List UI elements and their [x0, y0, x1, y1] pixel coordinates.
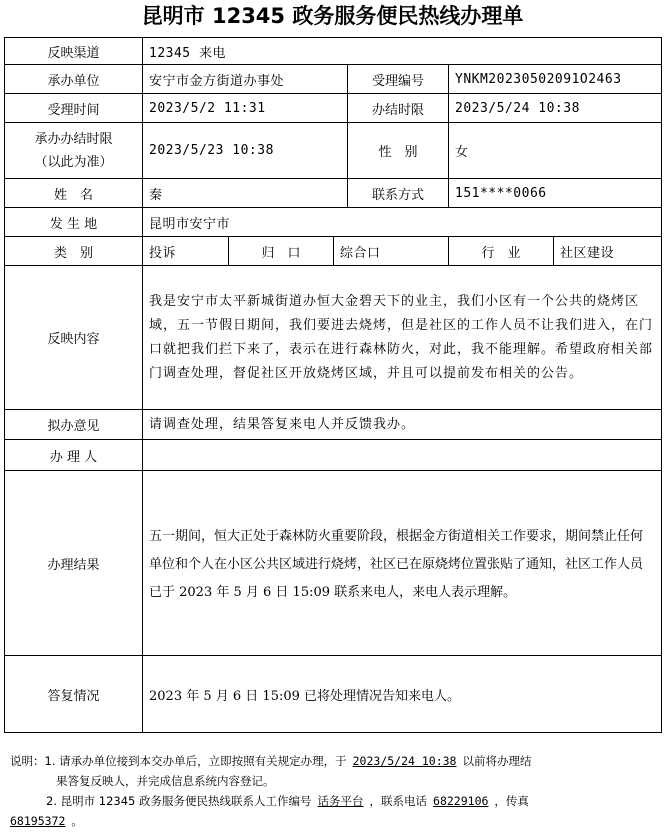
category-value: 投诉 [143, 237, 229, 266]
unit-deadline-value: 2023/5/23 10:38 [143, 123, 348, 179]
page-title: 昆明市 12345 政务服务便民热线办理单 [141, 4, 524, 28]
gender-label: 性 别 [348, 123, 449, 179]
reply-label: 答复情况 [5, 656, 143, 733]
opinion-value: 请调查处理，结果答复来电人并反馈我办。 [143, 410, 662, 440]
industry-value: 社区建设 [554, 237, 662, 266]
name-value: 秦 [143, 179, 348, 208]
note-2-prefix: 2. 昆明市 12345 政务服务便民热线联系人工作编号 [46, 794, 312, 808]
form-table [4, 37, 662, 733]
note-2-mid: ，联系电话 [369, 794, 428, 808]
unit-deadline-label-line1: 承办办结时限 [34, 131, 113, 147]
handler-label: 办 理 人 [5, 440, 143, 471]
deadline-label: 办结时限 [348, 94, 449, 123]
unit-deadline-label-line2: （以此为准） [34, 154, 113, 170]
note-1 [10, 751, 658, 771]
note-1-suffix: 以前将办理结 [462, 754, 532, 768]
note-2-suffix: ，传真 [494, 794, 529, 808]
note-2-fax: 68195372 [10, 814, 66, 828]
notes [10, 751, 658, 831]
deadline-value: 2023/5/24 10:38 [449, 94, 662, 123]
result-value: 五一期间，恒大正处于森林防火重要阶段，根据金方街道相关工作要求，期间禁止任何单位和个人在小区公共区域进行烧烤，社区已在原烧烤位置张贴了通知，社区工作人员已于 2023 年 5 月 6 日 15:09 联系来电人，来电人表示理解。 [143, 471, 662, 656]
content-label: 反映内容 [5, 266, 143, 410]
channel-value: 12345 来电 [143, 38, 662, 65]
note-2-phone: 68229106 [433, 794, 489, 808]
unit-value: 安宁市金方街道办事处 [143, 65, 348, 94]
note-2-code: 话务平台 [317, 794, 364, 808]
note-2 [10, 791, 658, 811]
location-value: 昆明市安宁市 [143, 208, 662, 237]
accept-time-label: 受理时间 [5, 94, 143, 123]
industry-label: 行 业 [449, 237, 554, 266]
contact-label: 联系方式 [348, 179, 449, 208]
contact-value: 151****0066 [449, 179, 662, 208]
unit-label: 承办单位 [5, 65, 143, 94]
gender-value: 女 [449, 123, 662, 179]
handler-value [143, 440, 662, 471]
location-label: 发 生 地 [5, 208, 143, 237]
note-1-date: 2023/5/24 10:38 [352, 754, 457, 768]
category-label: 类 别 [5, 237, 143, 266]
unit-deadline-label [5, 123, 143, 179]
result-label: 办理结果 [5, 471, 143, 656]
opinion-label: 拟办意见 [5, 410, 143, 440]
accept-time-value: 2023/5/2 11:31 [143, 94, 348, 123]
name-label: 姓 名 [5, 179, 143, 208]
note-1-line2: 果答复反映人，并完成信息系统内容登记。 [56, 774, 275, 788]
channel-label: 反映渠道 [5, 38, 143, 65]
belong-label: 归 口 [229, 237, 334, 266]
accept-no-label: 受理编号 [348, 65, 449, 94]
belong-value: 综合口 [334, 237, 449, 266]
reply-value: 2023 年 5 月 6 日 15:09 已将处理情况告知来电人。 [143, 656, 662, 733]
content-value: 我是安宁市太平新城街道办恒大金碧天下的业主，我们小区有一个公共的烧烤区域，五一节假日期间，我们要进去烧烤，但是社区的工作人员不让我们进入，在门口就把我们拦下来了，表示在进行森林防火，对此，我不能理解。希望政府相关部门调查处理，督促社区开放烧烤区域，并且可以提前发布相关的公告。 [143, 266, 662, 410]
note-2-end: 。 [71, 814, 83, 828]
accept-no-value: YNKM20230502091O2463 [449, 65, 662, 94]
note-2-line2 [10, 811, 658, 831]
note-1-prefix: 说明：1. 请承办单位接到本交办单后，立即按照有关规定办理，于 [10, 754, 347, 768]
